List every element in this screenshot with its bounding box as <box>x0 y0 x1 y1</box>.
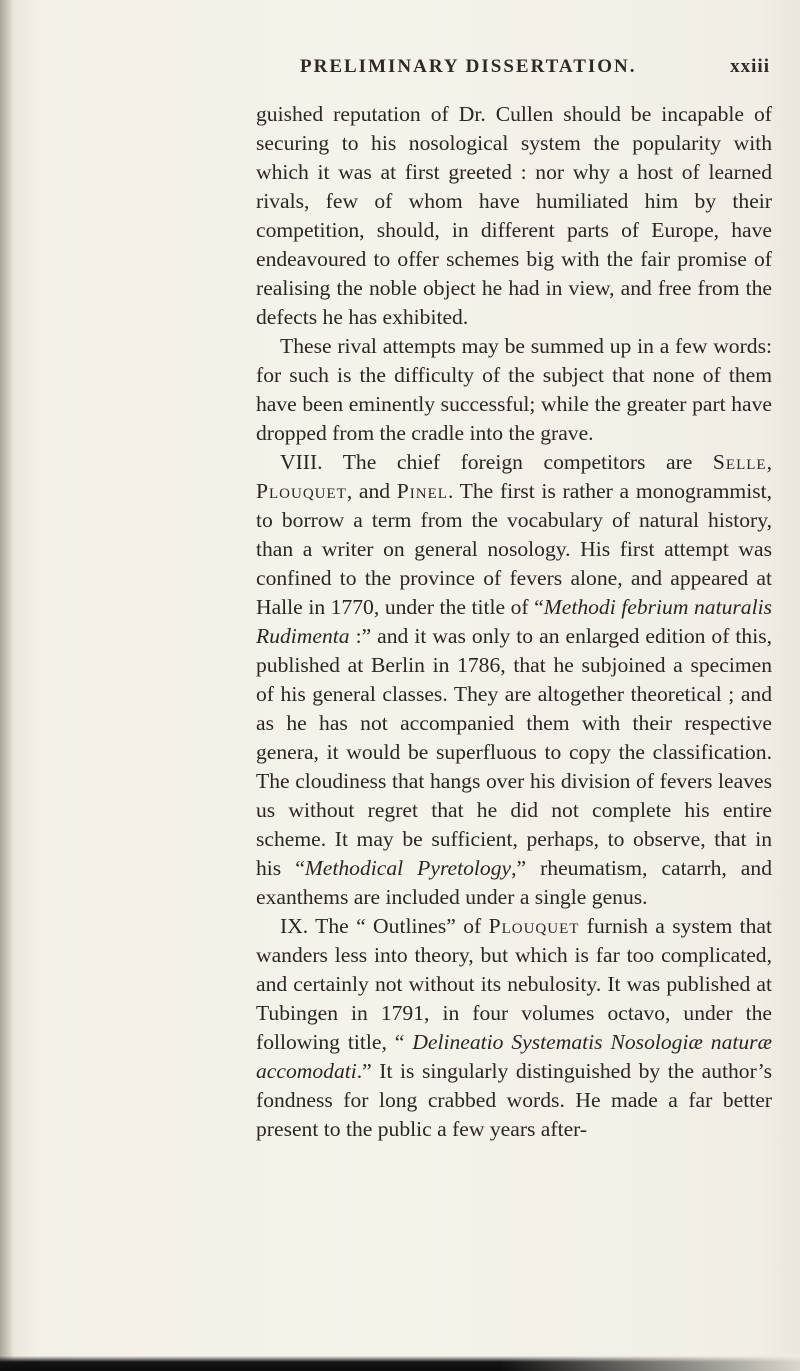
p3-sep-1: , <box>766 450 772 474</box>
running-title: PRELIMINARY DISSERTATION. <box>300 56 637 77</box>
scan-edge-fade <box>500 1354 800 1371</box>
spine-shadow <box>0 0 14 1371</box>
page-header <box>300 56 770 86</box>
paragraph-2: These rival attempts may be summed up in a few words: for such is the difficulty of the subject that none of them have been eminently successful; while the greater part have dropped from the cradle into the grave. <box>256 334 772 445</box>
body-text <box>256 100 772 1144</box>
p3-text-d: ,” rheumatism, catarrh, and exanthems are included under a single genus. <box>256 856 772 909</box>
p3-text-a: VIII. The chief foreign competitors are <box>280 450 713 474</box>
paragraph-3 <box>256 448 772 912</box>
page-number: xxiii <box>730 56 770 77</box>
work-title-methodi: Methodi febrium naturalis Rudimenta <box>256 595 772 648</box>
paragraph-4 <box>256 912 772 1144</box>
work-title-delineatio: Delineatio Systematis Nosologiæ naturæ accomodati <box>256 1030 772 1083</box>
paragraph-1: guished reputation of Dr. Cullen should be incapable of securing to his nosological system the popularity with which it was at first greeted : nor why a host of learned rivals, few of whom have humiliated him by their competition, should, in different parts of Europe, have endeavoured to offer schemes big with the fair promise of realising the noble object he had in view, and free from the defects he has exhibited. <box>256 102 772 329</box>
author-plouquet-2: Plouquet <box>488 914 580 938</box>
author-plouquet: Plouquet <box>256 479 347 503</box>
p3-text-c: :” and it was only to an enlarged edition of this, published at Berlin in 1786, that he subjoined a specimen of his general classes. They are altogether theoretical ; and as he has not accompanied them with their respective genera, it would be superfluous to copy the classification. The cloudiness that hangs over his division of fevers leaves us without regret that he did not complete his entire scheme. It may be sufficient, perhaps, to observe, that in his “ <box>256 624 772 880</box>
p4-text-b: furnish a system that wanders less into theory, but which is far too complicated, and certainly not without its nebulosity. It was published at Tubingen in 1791, in four volumes octavo, under the following title, “ <box>256 914 772 1054</box>
p3-text-b: . The first is rather a monogrammist, to borrow a term from the vocabulary of natural history, than a writer on general nosology. His first attempt was confined to the province of fevers alone, and appeared at Halle in 1770, under the title of “ <box>256 479 772 619</box>
p3-sep-2: , and <box>346 479 397 503</box>
p4-text-a: IX. The “ Outlines” of <box>280 914 489 938</box>
p4-text-c: .” It is singularly distinguished by the author’s fondness for long crabbed words. He made a far better present to the public a few years after- <box>256 1059 772 1141</box>
author-pinel: Pinel <box>396 479 448 503</box>
author-selle: Selle <box>712 450 767 474</box>
work-title-pyretology: Methodical Pyretology <box>304 856 512 880</box>
